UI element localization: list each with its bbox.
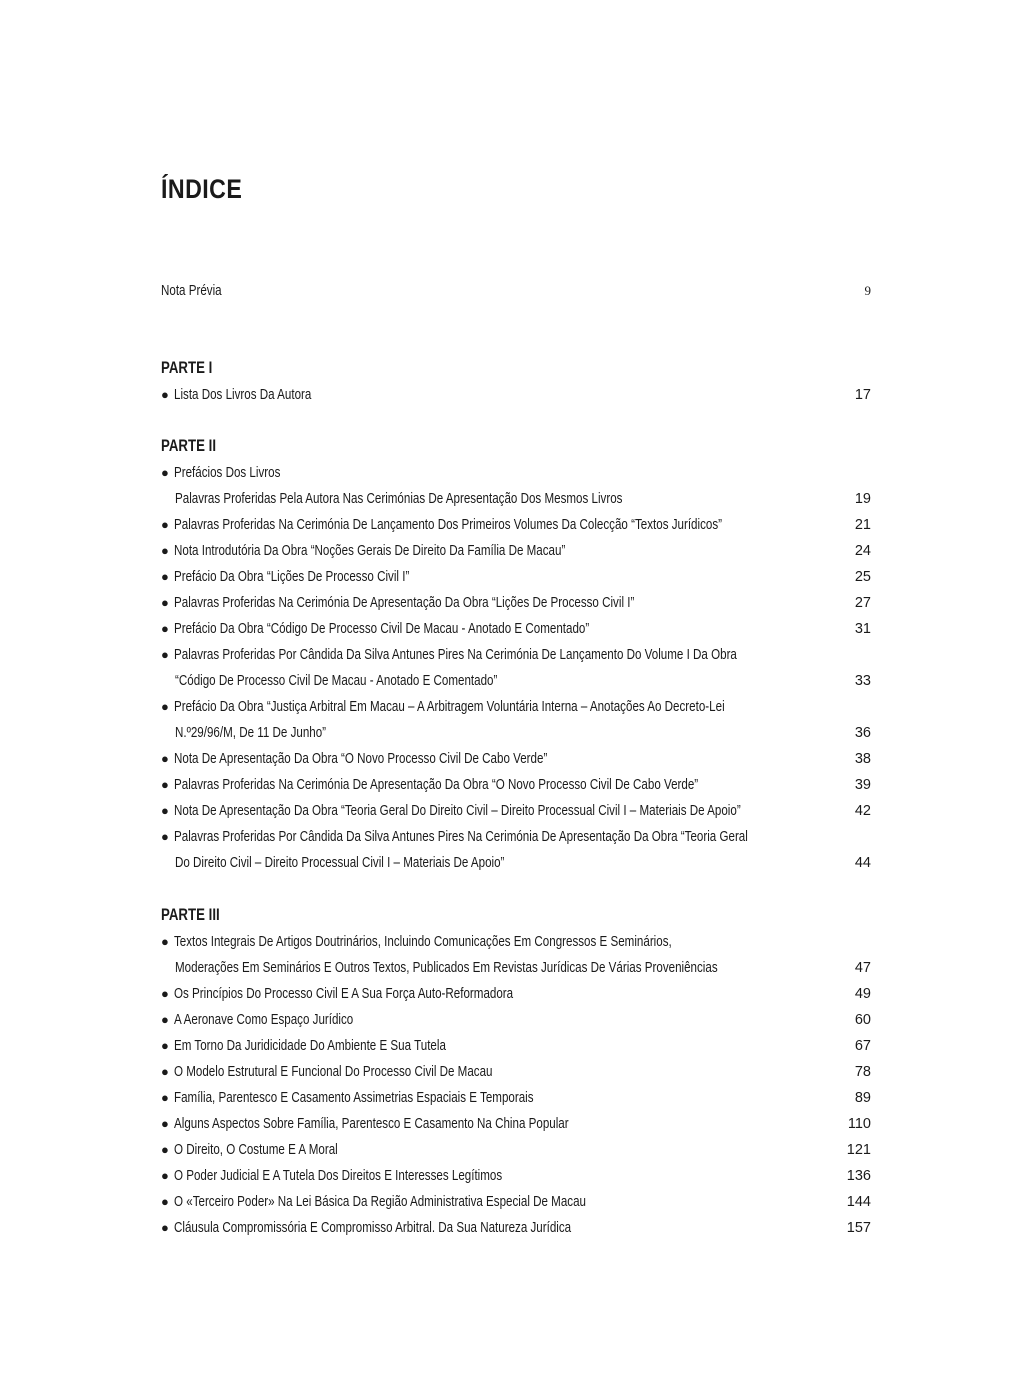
toc-entry-text: Alguns Aspectos Sobre Família, Parentesco E Casamento Na China Popular [174,1116,569,1132]
bullet-icon: ● [161,803,169,818]
bullet-icon: ● [161,751,169,766]
toc-entry-text: Cláusula Compromissória E Compromisso Arbitral. Da Sua Natureza Jurídica [174,1220,572,1236]
toc-entry [161,538,871,564]
toc-entry-text: Palavras Proferidas Na Cerimónia De Apresentação Da Obra “Lições De Processo Civil I” [174,595,635,611]
toc-entry-page: 33 [854,673,871,689]
toc-entry-text: Os Princípios Do Processo Civil E A Sua Força Auto-Reformadora [174,986,514,1002]
toc-entry-page: 89 [854,1090,871,1106]
toc-entry-text: Textos Integrais De Artigos Doutrinários, Incluindo Comunicações Em Congressos E Seminários, [174,934,672,950]
toc-entry [161,1085,871,1111]
toc-entry [161,1215,871,1241]
toc-entry [161,382,871,408]
part-3-heading: PARTE III [161,905,220,924]
toc-entry-text: N.º29/96/M, De 11 De Junho” [175,725,327,741]
toc-entry [161,798,871,824]
toc-entry-page: 157 [846,1220,871,1236]
bullet-icon: ● [161,1142,169,1157]
toc-entry-page: 144 [846,1194,871,1210]
toc-entry-text: Prefácio Da Obra “Justiça Arbitral Em Macau – A Arbitragem Voluntária Interna – Anotações Ao Decreto-Lei [174,699,725,715]
toc-entry-text: Nota De Apresentação Da Obra “O Novo Processo Civil De Cabo Verde” [174,751,548,767]
bullet-icon: ● [161,986,169,1001]
toc-entry-text: Palavras Proferidas Por Cândida Da Silva Antunes Pires Na Cerimónia De Lançamento Do Volume I Da Obra [174,647,737,663]
toc-entry [161,746,871,772]
bullet-icon: ● [161,569,169,584]
toc-entry-nota-previa [161,278,871,304]
toc-entry-page: 44 [854,855,871,871]
toc-entry-page: 42 [854,803,871,819]
bullet-icon: ● [161,1038,169,1053]
toc-entry-text: Palavras Proferidas Na Cerimónia De Apresentação Da Obra “O Novo Processo Civil De Cabo Verde” [174,777,699,793]
toc-entry-page: 27 [854,595,871,611]
bullet-icon: ● [161,647,169,662]
part-2-heading: PARTE II [161,436,217,455]
toc-entry [161,512,871,538]
bullet-icon: ● [161,1220,169,1235]
toc-entry-page: 25 [854,569,871,585]
toc-entry [161,981,871,1007]
toc-entry-text: A Aeronave Como Espaço Jurídico [174,1012,354,1028]
toc-entry-page: 31 [854,621,871,637]
bullet-icon: ● [161,465,169,480]
toc-entry-text: O Modelo Estrutural E Funcional Do Processo Civil De Macau [174,1064,493,1080]
toc-entry [161,1059,871,1085]
toc-entry-page: 47 [854,960,871,976]
toc-entry-text: “Código De Processo Civil De Macau - Anotado E Comentado” [175,673,498,689]
toc-entry-text: Palavras Proferidas Na Cerimónia De Lançamento Dos Primeiros Volumes Da Colecção “Textos Jurídicos” [174,517,722,533]
bullet-icon: ● [161,934,169,949]
toc-entry-continuation [161,486,871,512]
toc-entry-text: Palavras Proferidas Pela Autora Nas Cerimónias De Apresentação Dos Mesmos Livros [175,491,623,507]
page-title: ÍNDICE [161,174,243,204]
bullet-icon: ● [161,595,169,610]
toc-entry-page: 19 [854,491,871,507]
toc-entry-text: Prefácios Dos Livros [174,465,281,481]
bullet-icon: ● [161,1168,169,1183]
toc-entry-continuation [161,668,871,694]
bullet-icon: ● [161,543,169,558]
toc-entry [161,564,871,590]
bullet-icon: ● [161,1064,169,1079]
toc-entry-page: 36 [854,725,871,741]
bullet-icon: ● [161,699,169,714]
toc-entry-page: 67 [854,1038,871,1054]
bullet-icon: ● [161,1012,169,1027]
toc-entry [161,642,871,668]
toc-entry-page: 38 [854,751,871,767]
table-of-contents [161,0,871,1392]
toc-entry-page: 78 [854,1064,871,1080]
toc-entry [161,460,871,486]
toc-entry-page: 21 [854,517,871,533]
toc-entry-page: 110 [847,1116,871,1132]
toc-entry-continuation [161,850,871,876]
toc-entry [161,824,871,850]
toc-entry [161,616,871,642]
toc-entry-text: Prefácio Da Obra “Código De Processo Civil De Macau - Anotado E Comentado” [174,621,590,637]
toc-entry-text: Família, Parentesco E Casamento Assimetrias Espaciais E Temporais [174,1090,534,1106]
toc-entry-continuation [161,720,871,746]
toc-entry-text: Nota De Apresentação Da Obra “Teoria Geral Do Direito Civil – Direito Processual Civil I – Materiais De Apoio” [174,803,741,819]
bullet-icon: ● [161,1116,169,1131]
bullet-icon: ● [161,829,169,844]
toc-entry-continuation [161,955,871,981]
toc-entry [161,1033,871,1059]
toc-entry [161,1137,871,1163]
toc-entry-text: O Direito, O Costume E A Moral [174,1142,338,1158]
toc-entry-text: Lista Dos Livros Da Autora [174,387,312,403]
toc-entry-page: 121 [846,1142,871,1158]
bullet-icon: ● [161,777,169,792]
toc-entry [161,1007,871,1033]
toc-entry [161,694,871,720]
toc-entry [161,772,871,798]
toc-entry [161,590,871,616]
toc-entry [161,1111,871,1137]
toc-entry-text: O «Terceiro Poder» Na Lei Básica Da Região Administrativa Especial De Macau [174,1194,586,1210]
toc-entry-page: 24 [854,543,871,559]
bullet-icon: ● [161,1194,169,1209]
bullet-icon: ● [161,1090,169,1105]
toc-entry-text: Nota Prévia [161,283,222,299]
toc-entry-page: 39 [854,777,871,793]
part-1-heading: PARTE I [161,358,213,377]
toc-entry-page: 17 [854,387,871,403]
toc-entry-text: Moderações Em Seminários E Outros Textos, Publicados Em Revistas Jurídicas De Várias Proveniências [175,960,718,976]
toc-entry [161,929,871,955]
toc-entry-text: Prefácio Da Obra “Lições De Processo Civil I” [174,569,410,585]
toc-entry-page: 9 [864,283,871,298]
toc-entry-text: Palavras Proferidas Por Cândida Da Silva Antunes Pires Na Cerimónia De Apresentação Da Obra “Teoria Geral [174,829,748,845]
toc-entry-text: Do Direito Civil – Direito Processual Civil I – Materiais De Apoio” [175,855,505,871]
toc-entry [161,1189,871,1215]
toc-entry-text: Em Torno Da Juridicidade Do Ambiente E Sua Tutela [174,1038,446,1054]
toc-entry-text: O Poder Judicial E A Tutela Dos Direitos E Interesses Legítimos [174,1168,503,1184]
bullet-icon: ● [161,387,169,402]
toc-entry-page: 49 [854,986,871,1002]
toc-entry-page: 60 [854,1012,871,1028]
bullet-icon: ● [161,621,169,636]
toc-entry-page: 136 [846,1168,871,1184]
bullet-icon: ● [161,517,169,532]
toc-entry [161,1163,871,1189]
toc-entry-text: Nota Introdutória Da Obra “Noções Gerais De Direito Da Família De Macau” [174,543,566,559]
